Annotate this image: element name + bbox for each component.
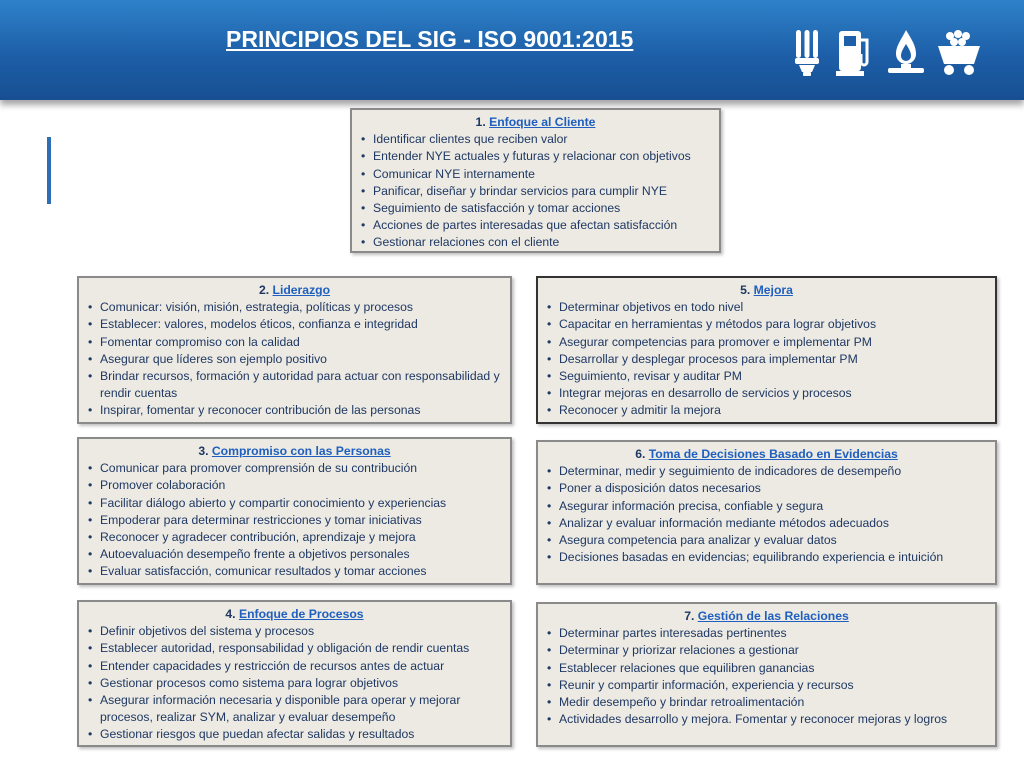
list-item: • Promover colaboración	[87, 477, 502, 494]
list-item: • Analizar y evaluar información mediante métodos adecuados	[546, 515, 987, 532]
list-item: • Entender capacidades y restricción de recursos antes de actuar	[87, 658, 502, 675]
principle-title: 5. Mejora	[740, 283, 793, 297]
principle-box-2	[77, 276, 512, 424]
list-item: • Autoevaluación desempeño frente a objetivos personales	[87, 546, 502, 563]
list-item: • Determinar, medir y seguimiento de indicadores de desempeño	[546, 463, 987, 480]
list-item: • Gestionar procesos como sistema para lograr objetivos	[87, 675, 502, 692]
principle-list	[546, 463, 987, 566]
list-item: • Reconocer y admitir la mejora	[546, 402, 987, 419]
list-item: • Capacitar en herramientas y métodos para lograr objetivos	[546, 316, 987, 333]
fuel-pump-icon	[836, 28, 874, 78]
principle-title: 3. Compromiso con las Personas	[198, 444, 391, 458]
list-item: • Comunicar: visión, misión, estrategia, políticas y procesos	[87, 299, 502, 316]
list-item: • Panificar, diseñar y brindar servicios para cumplir NYE	[360, 183, 711, 200]
list-item: • Acciones de partes interesadas que afectan satisfacción	[360, 217, 711, 234]
principle-link[interactable]: Compromiso con las Personas	[211, 444, 391, 458]
list-item: • Establecer relaciones que equilibren ganancias	[546, 660, 987, 677]
page-title: PRINCIPIOS DEL SIG - ISO 9001:2015	[226, 26, 634, 52]
principle-list	[87, 460, 502, 580]
list-item: • Desarrollar y desplegar procesos para implementar PM	[546, 351, 987, 368]
list-item: • Establecer: valores, modelos éticos, confianza e integridad	[87, 316, 502, 333]
list-item: • Comunicar para promover comprensión de su contribución	[87, 460, 502, 477]
principle-link[interactable]: Enfoque de Procesos	[238, 607, 364, 621]
list-item: • Reunir y compartir información, experiencia y recursos	[546, 677, 987, 694]
list-item: • Brindar recursos, formación y autoridad para actuar con responsabilidad y rendir cuentas	[87, 368, 502, 402]
principle-list	[87, 299, 502, 419]
list-item: • Gestionar relaciones con el cliente	[360, 234, 711, 251]
list-item: • Asegurar competencias para promover e implementar PM	[546, 334, 987, 351]
principle-box-6	[536, 440, 997, 585]
list-item: • Integrar mejoras en desarrollo de servicios y procesos	[546, 385, 987, 402]
principle-box-4	[77, 600, 512, 747]
list-item: • Establecer autoridad, responsabilidad y obligación de rendir cuentas	[87, 640, 502, 657]
list-item: • Inspirar, fomentar y reconocer contribución de las personas	[87, 402, 502, 419]
list-item: • Seguimiento de satisfacción y tomar acciones	[360, 200, 711, 217]
list-item: • Evaluar satisfacción, comunicar resultados y tomar acciones	[87, 563, 502, 580]
list-item: • Determinar objetivos en todo nivel	[546, 299, 987, 316]
list-item: • Reconocer y agradecer contribución, aprendizaje y mejora	[87, 529, 502, 546]
principle-title: 7. Gestión de las Relaciones	[684, 609, 849, 623]
list-item: • Medir desempeño y brindar retroalimentación	[546, 694, 987, 711]
list-item: • Poner a disposición datos necesarios	[546, 480, 987, 497]
header-banner	[0, 0, 1024, 100]
principle-box-5	[536, 276, 997, 424]
principle-link[interactable]: Gestión de las Relaciones	[697, 609, 849, 623]
principle-link[interactable]: Mejora	[753, 283, 793, 297]
gas-flame-icon	[886, 28, 926, 78]
list-item: • Gestionar riesgos que puedan afectar salidas y resultados	[87, 726, 502, 743]
list-item: • Identificar clientes que reciben valor	[360, 131, 711, 148]
principle-title: 4. Enfoque de Procesos	[225, 607, 364, 621]
principle-link[interactable]: Toma de Decisiones Basado en Evidencias	[648, 447, 898, 461]
list-item: • Fomentar compromiso con la calidad	[87, 334, 502, 351]
principle-box-7	[536, 602, 997, 747]
list-item: • Asegurar información necesaria y disponible para operar y mejorar procesos, realizar SYM, analizar y evaluar desempeño	[87, 692, 502, 726]
list-item: • Empoderar para determinar restricciones y tomar iniciativas	[87, 512, 502, 529]
accent-bar	[47, 137, 51, 204]
principle-box-3	[77, 437, 512, 585]
list-item: • Comunicar NYE internamente	[360, 166, 711, 183]
list-item: • Asegura competencia para analizar y evaluar datos	[546, 532, 987, 549]
list-item: • Asegurar información precisa, confiable y segura	[546, 498, 987, 515]
principle-title: 2. Liderazgo	[258, 283, 331, 297]
list-item: • Seguimiento, revisar y auditar PM	[546, 368, 987, 385]
principle-link[interactable]: Enfoque al Cliente	[489, 115, 596, 129]
list-item: • Definir objetivos del sistema y procesos	[87, 623, 502, 640]
principle-list	[546, 299, 987, 419]
principle-title: 6. Toma de Decisiones Basado en Evidencias	[635, 447, 898, 461]
list-item: • Entender NYE actuales y futuras y relacionar con objetivos	[360, 148, 711, 165]
principle-list	[87, 623, 502, 743]
list-item: • Asegurar que líderes son ejemplo positivo	[87, 351, 502, 368]
list-item: • Facilitar diálogo abierto y compartir conocimiento y experiencias	[87, 495, 502, 512]
list-item: • Determinar partes interesadas pertinentes	[546, 625, 987, 642]
principle-link[interactable]: Liderazgo	[272, 283, 331, 297]
light-bulb-icon	[790, 28, 824, 78]
principle-box-1	[350, 108, 721, 253]
list-item: • Decisiones basadas en evidencias; equilibrando experiencia e intuición	[546, 549, 987, 566]
principle-list	[360, 131, 711, 251]
principle-list	[546, 625, 987, 728]
principle-title: 1. Enfoque al Cliente	[475, 115, 596, 129]
list-item: • Determinar y priorizar relaciones a gestionar	[546, 642, 987, 659]
list-item: • Actividades desarrollo y mejora. Fomentar y reconocer mejoras y logros	[546, 711, 987, 728]
mining-cart-icon	[936, 28, 982, 78]
